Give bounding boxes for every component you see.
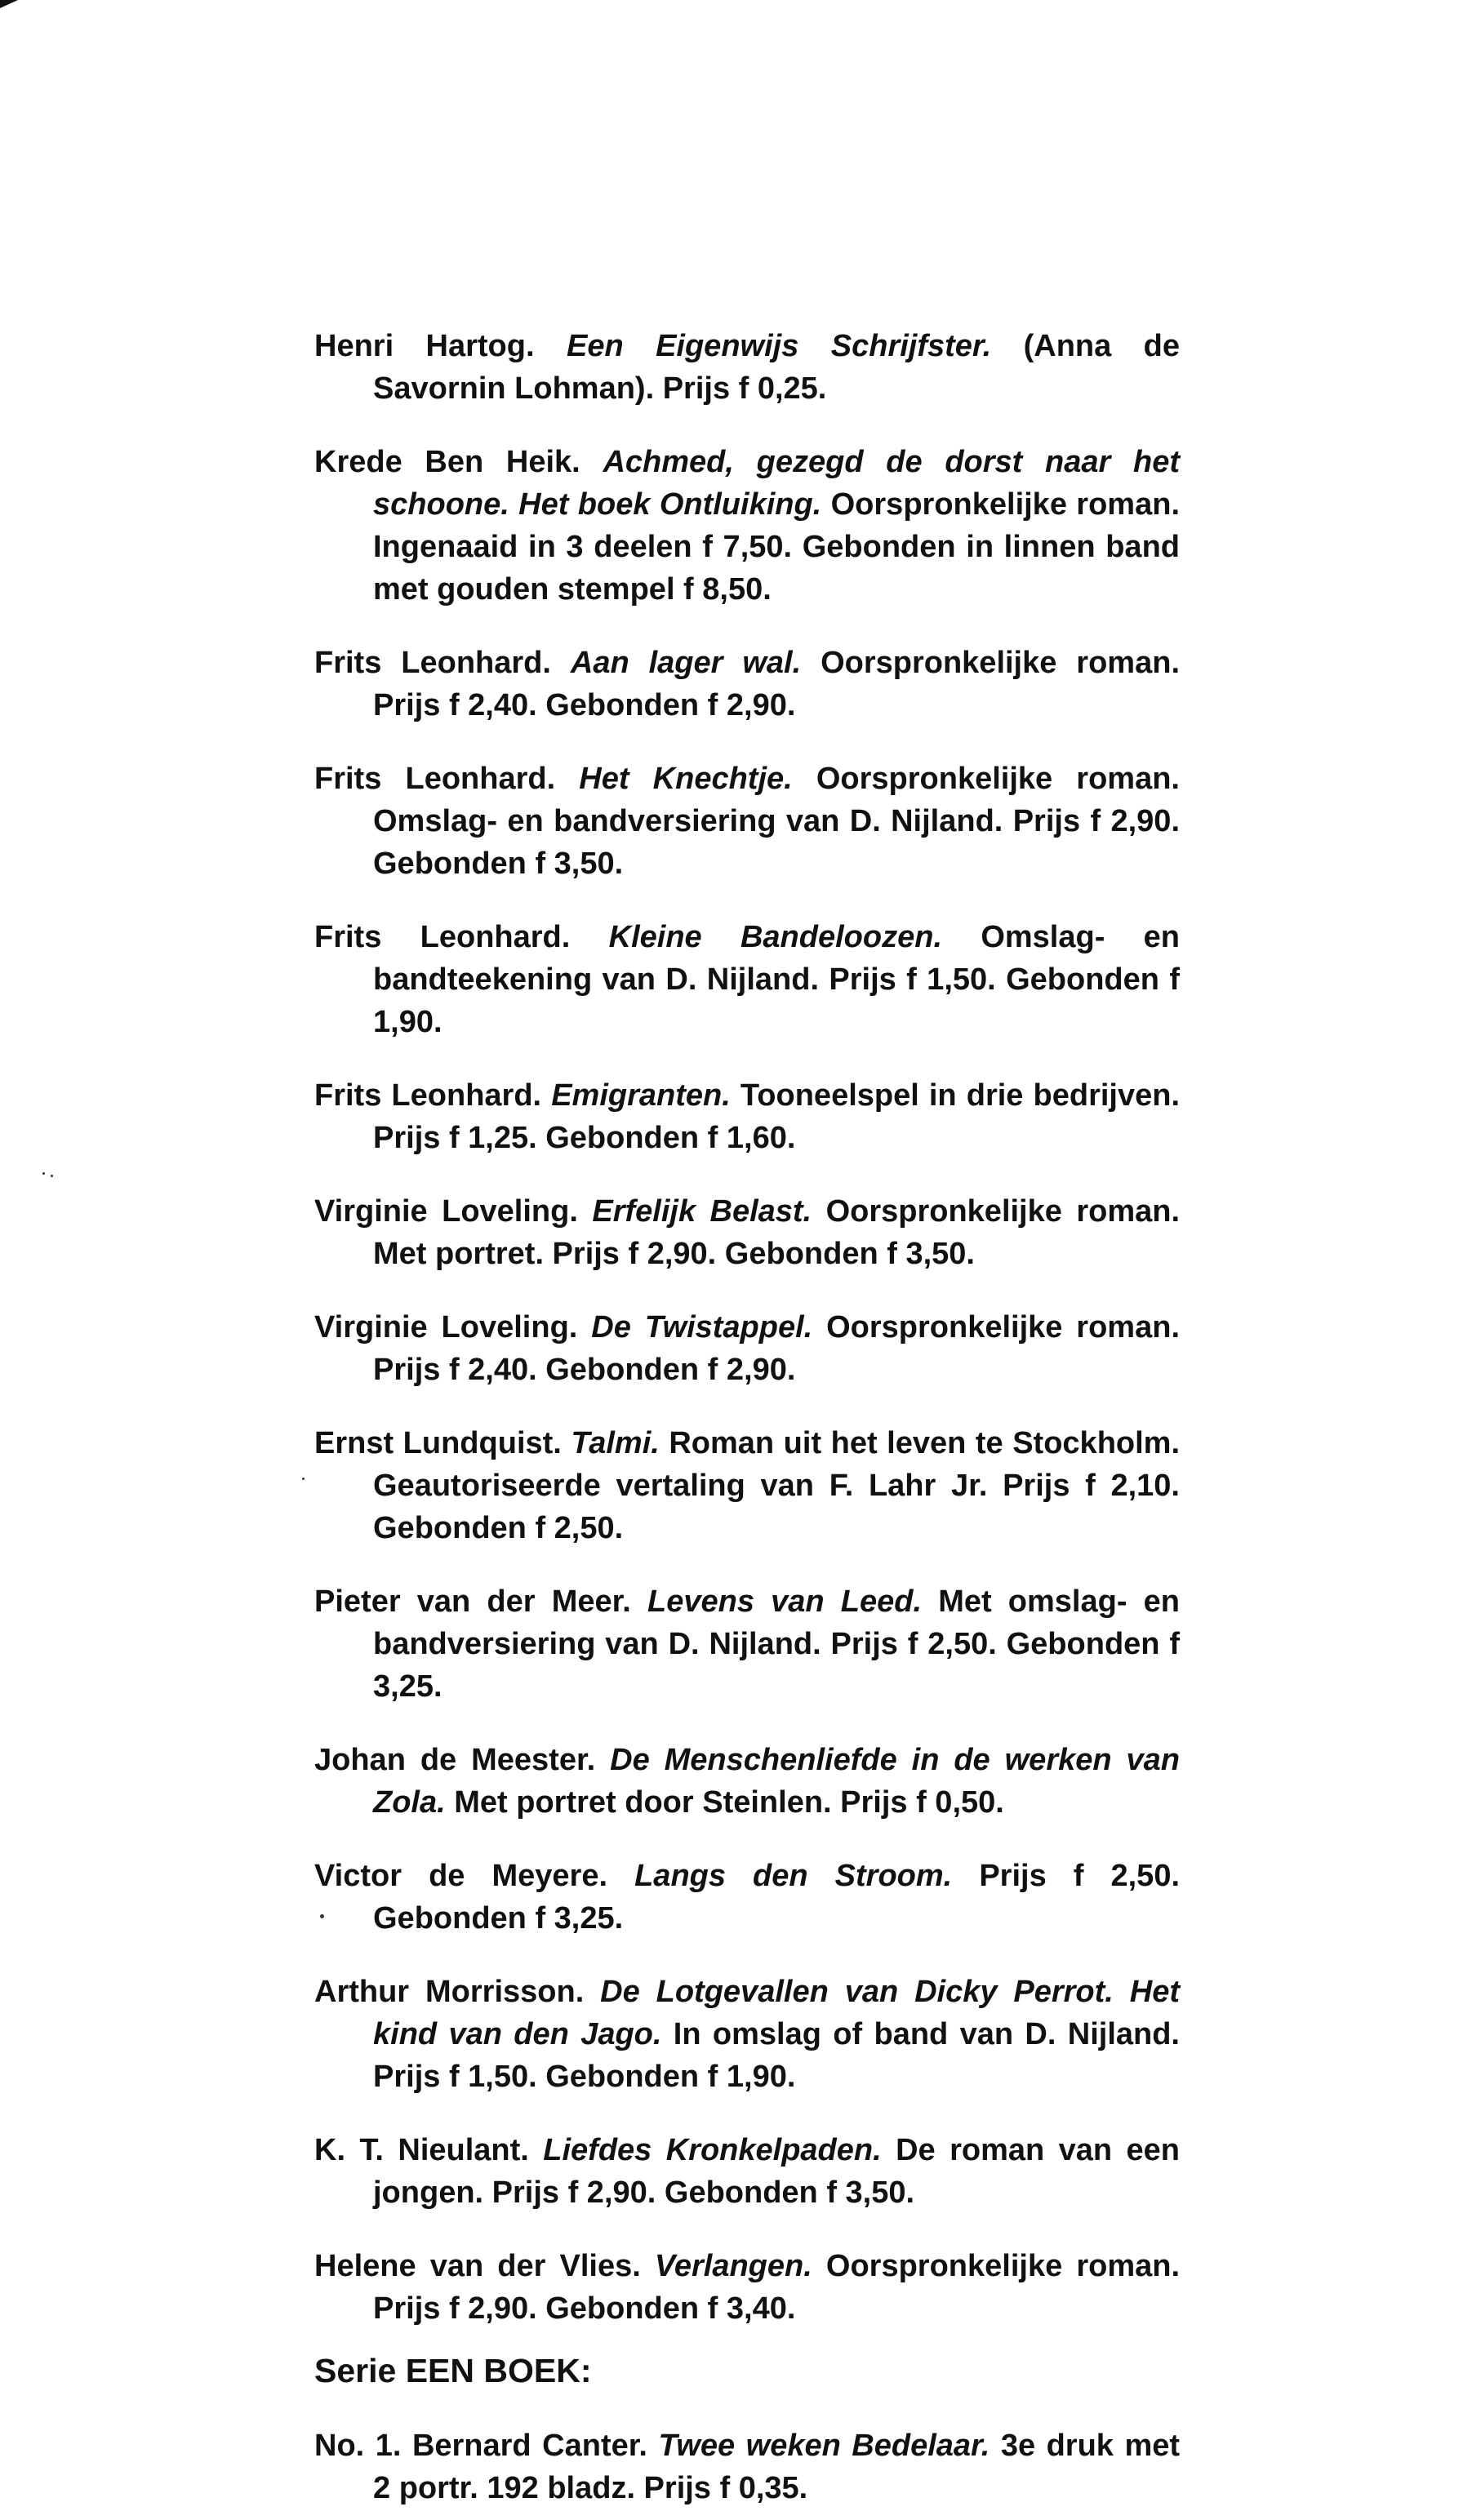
catalogue-entry — [314, 2129, 1180, 2214]
catalogue-entry — [314, 1306, 1180, 1391]
scan-speck — [42, 1172, 45, 1175]
entry-title: Verlangen. — [654, 2249, 812, 2283]
entry-details: In omslag of band van D. Nijland. Prijs f 1,50. Gebonden f 1,90. — [373, 2017, 1180, 2094]
catalogue-entry — [314, 2245, 1180, 2330]
entry-author: Virginie Loveling. — [314, 1310, 578, 1344]
entry-author: Frits Leonhard. — [314, 646, 551, 680]
entry-details: Roman uit het leven te Stockholm. Geautoriseerde vertaling van F. Lahr Jr. Prijs f 2,10. Gebonden f 2,50. — [373, 1426, 1181, 1545]
catalogue-entry — [314, 916, 1180, 1043]
catalogue-page — [314, 294, 1180, 2520]
series-entry — [314, 2424, 1180, 2509]
catalogue-entry — [314, 1971, 1180, 2098]
entry-title: Aan lager wal. — [570, 646, 802, 680]
catalogue-entry — [314, 1074, 1180, 1159]
entry-details: Oorspronkelijke roman. Prijs f 2,40. Gebonden f 2,90. — [373, 646, 1180, 722]
catalogue-entry — [314, 1190, 1180, 1275]
entry-details: Met portret door Steinlen. Prijs f 0,50. — [454, 1785, 1004, 1820]
entry-details: Met omslag- en bandversiering van D. Nijland. Prijs f 2,50. Gebonden f 3,25. — [373, 1584, 1180, 1704]
catalogue-entry — [314, 1855, 1180, 1940]
series-entry-number: No. 1. — [314, 2429, 402, 2463]
entry-details: Tooneelspel in drie bedrijven. Prijs f 1,25. Gebonden f 1,60. — [373, 1078, 1181, 1155]
entry-title: Het Knechtje. — [579, 762, 793, 796]
entry-title: De Lotgevallen van Dicky Perrot. Het kind van den Jago. — [373, 1975, 1180, 2051]
catalogue-entry — [314, 441, 1180, 611]
scan-speck — [320, 1914, 324, 1918]
catalogue-entry — [314, 325, 1180, 410]
entry-author: Johan de Meester. — [314, 1743, 596, 1777]
entry-author: Pieter van der Meer. — [314, 1584, 631, 1619]
entry-title: Achmed, gezegd de dorst naar het schoone. Het boek Ontluiking. — [373, 445, 1180, 522]
entry-title: Kleine Bandeloozen. — [608, 920, 942, 954]
entry-details: (Anna de Savornin Lohman). Prijs f 0,25. — [373, 329, 1181, 406]
catalogue-entry — [314, 1422, 1180, 1549]
corner-scan-mark — [0, 0, 18, 8]
entry-author: K. T. Nieulant. — [314, 2133, 529, 2167]
entry-author: Frits Leonhard. — [314, 920, 571, 954]
entry-title: Langs den Stroom. — [634, 1859, 953, 1893]
entry-details: Omslag- en bandteekening van D. Nijland. Prijs f 1,50. Gebonden f 1,90. — [373, 920, 1180, 1039]
entry-author: Victor de Meyere. — [314, 1859, 608, 1893]
entry-title: Een Eigenwijs Schrijfster. — [566, 329, 992, 363]
entry-author: Henri Hartog. — [314, 329, 535, 363]
entry-details: 3e druk met 2 portr. 192 bladz. Prijs f 0,35. — [373, 2429, 1181, 2505]
entry-details: Prijs f 2,50. Gebonden f 3,25. — [373, 1859, 1181, 1936]
entry-details: Oorspronkelijke roman. Prijs f 2,90. Gebonden f 3,40. — [373, 2249, 1181, 2326]
scan-speck — [302, 1478, 305, 1480]
entry-title: De Twistappel. — [591, 1310, 813, 1344]
entry-title: Emigranten. — [551, 1078, 731, 1113]
entry-title: Twee weken Bedelaar. — [658, 2429, 990, 2463]
entry-title: Talmi. — [571, 1426, 660, 1460]
entry-title: De Menschenliefde in de werken van Zola. — [373, 1743, 1180, 1820]
entry-author: Krede Ben Heik. — [314, 445, 580, 479]
entry-details: De roman van een jongen. Prijs f 2,90. Gebonden f 3,50. — [373, 2133, 1181, 2210]
entry-title: Erfelijk Belast. — [592, 1194, 812, 1229]
entry-author: Frits Leonhard. — [314, 762, 556, 796]
entry-details: Oorspronkelijke roman. Met portret. Prijs f 2,90. Gebonden f 3,50. — [373, 1194, 1181, 1271]
entry-author: Virginie Loveling. — [314, 1194, 578, 1229]
catalogue-entry — [314, 642, 1180, 727]
series-heading: Serie EEN BOEK: — [314, 2352, 592, 2389]
entry-details: Oorspronkelijke roman. Ingenaaid in 3 deelen f 7,50. Gebonden in linnen band met gouden stempel f 8,50. — [373, 487, 1181, 607]
catalogue-entry — [314, 1580, 1180, 1708]
entry-author: Frits Leonhard. — [314, 1078, 542, 1113]
entry-title: Levens van Leed. — [647, 1584, 923, 1619]
entry-author: Arthur Morrisson. — [314, 1975, 585, 2009]
entry-details: Oorspronkelijke roman. Omslag- en bandversiering van D. Nijland. Prijs f 2,90. Gebonden f 3,50. — [373, 762, 1180, 881]
scan-speck — [51, 1175, 53, 1177]
catalogue-entry — [314, 1739, 1180, 1824]
entry-author: Bernard Canter. — [411, 2429, 647, 2463]
entry-author: Helene van der Vlies. — [314, 2249, 641, 2283]
entry-details: Oorspronkelijke roman. Prijs f 2,40. Gebonden f 2,90. — [373, 1310, 1181, 1387]
entry-title: Liefdes Kronkelpaden. — [543, 2133, 882, 2167]
catalogue-entry — [314, 758, 1180, 885]
entry-author: Ernst Lundquist. — [314, 1426, 562, 1460]
